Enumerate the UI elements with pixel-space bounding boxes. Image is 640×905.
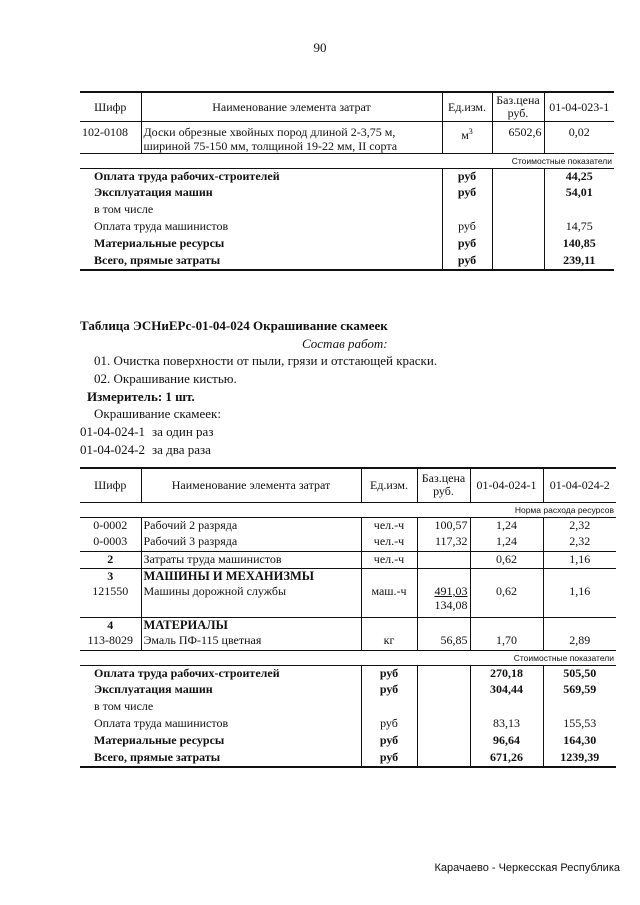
cost-name: Материальные ресурсы <box>80 733 361 750</box>
cost-name: Всего, прямые затраты <box>80 253 442 270</box>
work-item: 01. Очистка поверхности от пыли, грязи и отстающей краски. <box>94 353 438 368</box>
unit-base: м <box>461 127 469 142</box>
cost-value: 239,11 <box>544 253 614 270</box>
page-footer: Карачаево - Черкесская Республика <box>434 862 620 874</box>
cost-unit <box>442 202 492 219</box>
price-primary: 491,03 <box>434 584 468 598</box>
header-name: Наименование элемента затрат <box>141 468 361 502</box>
cost-unit: руб <box>361 682 417 699</box>
norm-label: Норма расхода ресурсов <box>514 504 614 515</box>
row-code: 2 <box>80 551 141 568</box>
variant-label: за два раза <box>152 442 211 457</box>
row-value-1: 0,62 <box>470 551 543 568</box>
row-unit: кг <box>361 633 417 650</box>
resource-table-1 <box>80 91 614 271</box>
header-norm-code-1: 01-04-024-1 <box>470 468 543 502</box>
header-norm-code: 01-04-023-1 <box>544 92 614 121</box>
cost-row <box>80 185 614 202</box>
row-unit: чел.-ч <box>361 551 417 568</box>
cost-label: Стоимостные показатели <box>80 153 614 168</box>
item-name-line2: шириной 75-150 мм, толщиной 19-22 мм, II сорта <box>143 138 398 153</box>
group-heading: МАШИНЫ И МЕХАНИЗМЫ <box>141 568 361 584</box>
item-value: 0,02 <box>568 124 590 139</box>
row-name: Рабочий 3 разряда <box>141 534 361 551</box>
row-name: Машины дорожной службы <box>141 584 361 617</box>
row-value-2: 1,16 <box>569 584 591 598</box>
header-unit: Ед.изм. <box>361 468 417 502</box>
cost-row <box>80 716 616 733</box>
measure-unit: Измеритель: 1 шт. <box>87 389 195 404</box>
cost-label-row <box>80 153 614 168</box>
row-price: 56,85 <box>417 633 470 650</box>
work-heading: Состав работ: <box>302 336 388 351</box>
group-heading: МАТЕРИАЛЫ <box>141 617 361 633</box>
resource-table-2 <box>80 467 616 768</box>
row-price: 117,32 <box>417 534 470 551</box>
item-price: 6502,6 <box>492 121 544 153</box>
variant-label: за один раз <box>152 424 214 439</box>
cost-unit: руб <box>361 750 417 767</box>
cost-value: 54,01 <box>565 185 593 199</box>
cost-row <box>80 699 616 716</box>
header-name: Наименование элемента затрат <box>141 92 442 121</box>
cost-unit: руб <box>442 219 492 236</box>
row-value-1: 1,24 <box>470 517 543 534</box>
cost-unit <box>361 699 417 716</box>
group-heading-row <box>80 568 616 584</box>
table-row <box>80 517 616 534</box>
item-unit <box>442 121 492 153</box>
header-code: Шифр <box>80 92 141 121</box>
group-code: 3 <box>80 568 141 584</box>
section-title: Таблица ЭСНиЕРс-01-04-024 Окрашивание скамеек <box>80 318 388 333</box>
cost-value-2: 569,59 <box>563 682 597 696</box>
cost-name: Всего, прямые затраты <box>80 750 361 767</box>
cost-value-1: 270,18 <box>470 665 543 682</box>
cost-row <box>80 253 614 270</box>
table-header-row <box>80 92 614 121</box>
cost-name: в том числе <box>80 202 442 219</box>
cost-value <box>544 202 614 219</box>
cost-value: 14,75 <box>565 219 593 233</box>
row-code: 0-0003 <box>80 534 141 551</box>
row-unit: чел.-ч <box>361 517 417 534</box>
group-heading-row <box>80 617 616 633</box>
header-base-price: Баз.цена руб. <box>417 468 470 502</box>
cost-value-1: 304,44 <box>470 682 543 699</box>
header-code: Шифр <box>80 468 141 502</box>
cost-value-1: 671,26 <box>470 750 543 767</box>
cost-row <box>80 168 614 185</box>
item-code: 102-0108 <box>80 121 141 153</box>
cost-value: 44,25 <box>544 168 614 185</box>
page-number: 90 <box>313 40 327 55</box>
table-header-row <box>80 468 616 502</box>
cost-value: 140,85 <box>562 236 596 250</box>
work-item: 02. Окрашивание кистью. <box>94 371 237 386</box>
header-base-price: Баз.цена руб. <box>492 92 544 121</box>
variant-code: 01-04-024-2 <box>80 442 145 457</box>
cost-value-2: 505,50 <box>543 665 616 682</box>
cost-row <box>80 202 614 219</box>
price-secondary: 134,08 <box>434 598 468 612</box>
cost-name: Оплата труда рабочих-строителей <box>80 168 442 185</box>
item-name-line1: Доски обрезные хвойных пород длиной 2-3,75 м, <box>143 124 396 139</box>
cost-name: Эксплуатация машин <box>80 682 361 699</box>
header-norm-code-2: 01-04-024-2 <box>543 468 616 502</box>
cost-row <box>80 219 614 236</box>
cost-unit: руб <box>442 253 492 270</box>
variant-code: 01-04-024-1 <box>80 424 145 439</box>
cost-name: в том числе <box>80 699 361 716</box>
cost-row <box>80 750 616 767</box>
cost-name: Оплата труда рабочих-строителей <box>80 665 361 682</box>
unit-superscript: 3 <box>468 126 473 136</box>
cost-unit: руб <box>442 168 492 185</box>
row-value-1: 1,24 <box>470 534 543 551</box>
cost-unit: руб <box>361 716 417 733</box>
cost-row <box>80 682 616 699</box>
cost-row <box>80 733 616 750</box>
cost-value-2: 1239,39 <box>543 750 616 767</box>
cost-value-1: 83,13 <box>470 716 543 733</box>
cost-value-2 <box>543 699 616 716</box>
row-value-1: 0,62 <box>470 584 543 617</box>
cost-unit: руб <box>442 185 492 202</box>
row-unit: чел.-ч <box>361 534 417 551</box>
table-row <box>80 551 616 568</box>
group-code: 4 <box>80 617 141 633</box>
row-name: Рабочий 2 разряда <box>141 517 361 534</box>
item-name <box>141 121 442 153</box>
row-price <box>417 584 470 617</box>
cost-unit: руб <box>361 665 417 682</box>
row-code: 121550 <box>80 584 141 617</box>
row-value-2: 1,16 <box>543 551 616 568</box>
row-value-1: 1,70 <box>470 633 543 650</box>
cost-value-1: 96,64 <box>470 733 543 750</box>
cost-label-row <box>80 650 616 665</box>
cost-name: Оплата труда машинистов <box>80 219 442 236</box>
table-row <box>80 584 616 617</box>
row-price: 100,57 <box>417 517 470 534</box>
table-row <box>80 534 616 551</box>
table-row <box>80 121 614 153</box>
row-value-2: 2,32 <box>543 517 616 534</box>
cost-label: Стоимостные показатели <box>80 650 616 665</box>
cost-row <box>80 236 614 253</box>
row-name: Затраты труда машинистов <box>141 551 361 568</box>
row-code: 113-8029 <box>80 633 141 650</box>
cost-value-2: 164,30 <box>563 733 597 747</box>
cost-unit: руб <box>442 236 492 253</box>
row-name: Эмаль ПФ-115 цветная <box>141 633 361 650</box>
cost-name: Оплата труда машинистов <box>80 716 361 733</box>
row-code: 0-0002 <box>80 517 141 534</box>
table-row <box>80 633 616 650</box>
cost-row <box>80 665 616 682</box>
cost-value-1 <box>470 699 543 716</box>
cost-name: Эксплуатация машин <box>80 185 442 202</box>
cost-name: Материальные ресурсы <box>80 236 442 253</box>
row-value-2: 2,32 <box>569 534 591 548</box>
header-unit: Ед.изм. <box>442 92 492 121</box>
row-unit: маш.-ч <box>361 584 417 617</box>
cost-unit: руб <box>361 733 417 750</box>
cost-value-2: 155,53 <box>563 716 597 730</box>
section-subtitle: Окрашивание скамеек: <box>94 406 221 421</box>
row-value-2: 2,89 <box>569 633 591 647</box>
norm-label-row <box>80 502 616 517</box>
